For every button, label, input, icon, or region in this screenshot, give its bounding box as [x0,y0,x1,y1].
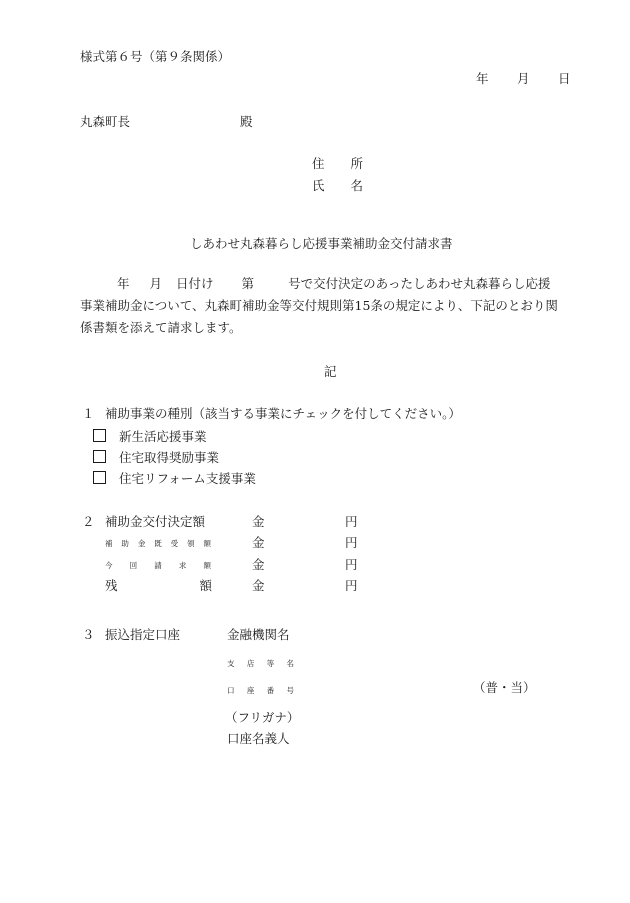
bank-name-label: 金融機関名 [227,627,290,642]
recipient-honorific: 殿 [240,114,253,129]
decided-amount-label: 補助金交付決定額 [105,514,206,529]
paragraph-line-3: 係書類を添えて請求します。 [80,320,242,335]
ki-heading: 記 [324,364,337,379]
address-label: 住 所 [312,156,363,171]
request-paragraph [80,273,585,339]
current-request-label: 今 回 請 求 額 [105,561,211,570]
checkbox-house-acquisition[interactable] [93,450,106,463]
form-id: 様式第６号（第９条関係） [80,49,231,64]
section3-number: ３ [82,627,95,642]
paragraph-line-1: 年 月 日付け 第 号で交付決定のあったしあわせ丸森暮らし応援 [117,276,551,291]
checkbox-house-reform[interactable] [93,471,106,484]
option-house-reform: 住宅リフォーム支援事業 [93,471,256,487]
received-amount-kin: 金 [252,535,265,550]
remaining-amount-label: 残 額 [105,578,212,593]
paragraph-line-2: 事業補助金について、丸森町補助金等交付規則第15条の規定により、下記のとおり関 [80,298,558,313]
received-amount-label: 補 助 金 既 受 領 額 [105,539,211,548]
section1-number: １ [82,406,95,421]
option-new-life: 新生活応援事業 [93,429,207,445]
date-month-label: 月 [517,71,530,86]
received-amount-yen: 円 [345,535,358,550]
account-type: （普・当） [473,680,536,695]
document-title: しあわせ丸森暮らし応援事業補助金交付請求書 [190,236,453,251]
date-year-label: 年 [476,71,489,86]
account-number-label: 口 座 番 号 [227,686,294,695]
furigana-label: （フリガナ） [225,710,300,725]
recipient-name: 丸森町長 [80,114,131,129]
section2-number: ２ [82,514,95,529]
branch-name-label: 支 店 等 名 [227,659,294,668]
remaining-amount-yen: 円 [345,578,358,593]
decided-amount-kin: 金 [252,514,265,529]
name-label: 氏 名 [312,178,363,193]
checkbox-new-life[interactable] [93,429,106,442]
section1-heading: 補助事業の種別（該当する事業にチェックを付してください。） [105,406,461,421]
current-request-yen: 円 [345,557,358,572]
current-request-kin: 金 [252,557,265,572]
section3-heading: 振込指定口座 [105,627,181,642]
decided-amount-yen: 円 [345,514,358,529]
option-house-acquisition: 住宅取得奨励事業 [93,450,219,466]
date-day-label: 日 [558,71,571,86]
account-holder-label: 口座名義人 [227,731,290,746]
remaining-amount-kin: 金 [252,578,265,593]
